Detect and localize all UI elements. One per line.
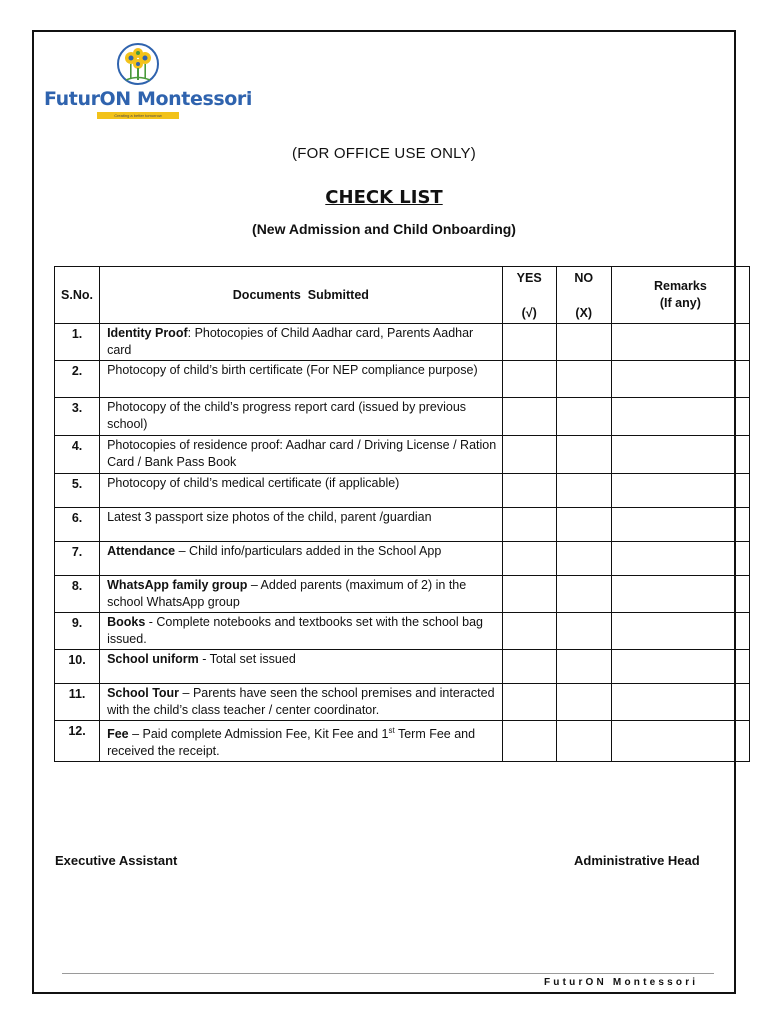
brand-tagline: Creating a better tomorrow bbox=[97, 112, 179, 119]
table-row bbox=[55, 436, 750, 474]
document-description bbox=[100, 324, 503, 361]
yes-cell[interactable] bbox=[502, 361, 556, 398]
signature-executive-assistant: Executive Assistant bbox=[55, 853, 178, 868]
yes-cell[interactable] bbox=[502, 324, 556, 361]
document-text: Photocopy of child’s birth certificate (For NEP compliance purpose) bbox=[107, 363, 478, 377]
table-header-row bbox=[55, 267, 750, 324]
document-text: - Complete notebooks and textbooks set with the school bag issued. bbox=[107, 615, 483, 646]
yes-cell[interactable] bbox=[502, 398, 556, 436]
footer-brand: FuturON Montessori bbox=[544, 977, 699, 988]
signature-administrative-head: Administrative Head bbox=[574, 853, 700, 868]
row-number: 8. bbox=[55, 576, 100, 613]
table-row bbox=[55, 576, 750, 613]
row-number: 9. bbox=[55, 613, 100, 650]
document-label: Attendance bbox=[107, 544, 176, 558]
header-remarks-line1: Remarks bbox=[653, 279, 707, 293]
yes-cell[interactable] bbox=[502, 508, 556, 542]
header-sno: S.No. bbox=[55, 267, 100, 324]
page-subtitle: (New Admission and Child Onboarding) bbox=[252, 221, 516, 237]
brand-logo bbox=[44, 42, 253, 122]
document-description bbox=[100, 684, 503, 721]
brand-name: FuturON Montessori bbox=[44, 88, 253, 110]
no-cell[interactable] bbox=[556, 576, 611, 613]
header-no-label: NO bbox=[574, 271, 594, 285]
document-text: Latest 3 passport size photos of the child, parent /guardian bbox=[107, 510, 432, 524]
document-text: - Total set issued bbox=[198, 652, 296, 666]
document-description bbox=[100, 650, 503, 684]
no-cell[interactable] bbox=[556, 474, 611, 508]
document-description bbox=[100, 508, 503, 542]
remarks-cell[interactable] bbox=[611, 576, 749, 613]
document-text: Photocopies of residence proof: Aadhar card / Driving License / Ration Card / Bank Pass Book bbox=[107, 438, 497, 469]
document-description bbox=[100, 398, 503, 436]
document-text: – Added parents (maximum of 2) in the school WhatsApp group bbox=[107, 578, 467, 609]
header-yes-label: YES bbox=[516, 271, 542, 285]
remarks-cell[interactable] bbox=[611, 542, 749, 576]
remarks-cell[interactable] bbox=[611, 684, 749, 721]
row-number: 10. bbox=[55, 650, 100, 684]
table-row bbox=[55, 398, 750, 436]
page-title: CHECK LIST bbox=[325, 187, 443, 208]
document-label: School uniform bbox=[107, 652, 199, 666]
yes-cell[interactable] bbox=[502, 613, 556, 650]
remarks-cell[interactable] bbox=[611, 436, 749, 474]
document-text: Photocopy of the child’s progress report card (issued by previous school) bbox=[107, 400, 467, 431]
table-row bbox=[55, 613, 750, 650]
document-label: WhatsApp family group bbox=[107, 578, 248, 592]
row-number: 3. bbox=[55, 398, 100, 436]
table-row bbox=[55, 324, 750, 361]
row-number: 1. bbox=[55, 324, 100, 361]
no-cell[interactable] bbox=[556, 721, 611, 762]
header-remarks-line2: (If any) bbox=[659, 296, 701, 310]
yes-cell[interactable] bbox=[502, 721, 556, 762]
office-use-note: (FOR OFFICE USE ONLY) bbox=[292, 145, 476, 162]
remarks-cell[interactable] bbox=[611, 474, 749, 508]
sunflower-tree-icon bbox=[116, 42, 160, 86]
document-description bbox=[100, 474, 503, 508]
header-remarks bbox=[611, 267, 749, 324]
header-no-mark: (X) bbox=[575, 306, 593, 320]
row-number: 6. bbox=[55, 508, 100, 542]
document-text: – Paid complete Admission Fee, Kit Fee and 1 bbox=[128, 727, 389, 742]
no-cell[interactable] bbox=[556, 361, 611, 398]
table-row bbox=[55, 650, 750, 684]
ordinal-suffix: st bbox=[388, 726, 395, 735]
footer-divider bbox=[62, 973, 714, 974]
document-label: Fee bbox=[107, 727, 129, 742]
row-number: 12. bbox=[55, 721, 100, 762]
table-row bbox=[55, 721, 750, 762]
document-text-continued: Term Fee and received the receipt. bbox=[107, 727, 476, 759]
yes-cell[interactable] bbox=[502, 684, 556, 721]
document-description bbox=[100, 721, 503, 762]
no-cell[interactable] bbox=[556, 613, 611, 650]
no-cell[interactable] bbox=[556, 436, 611, 474]
row-number: 11. bbox=[55, 684, 100, 721]
checklist-table bbox=[54, 266, 750, 762]
document-label: Identity Proof bbox=[107, 326, 188, 340]
document-text: Photocopy of child’s medical certificate (if applicable) bbox=[107, 476, 400, 490]
yes-cell[interactable] bbox=[502, 542, 556, 576]
remarks-cell[interactable] bbox=[611, 361, 749, 398]
yes-cell[interactable] bbox=[502, 436, 556, 474]
no-cell[interactable] bbox=[556, 684, 611, 721]
yes-cell[interactable] bbox=[502, 474, 556, 508]
no-cell[interactable] bbox=[556, 542, 611, 576]
document-label: School Tour bbox=[107, 686, 180, 700]
document-text: – Parents have seen the school premises and interacted with the child’s class teacher / center coordinator. bbox=[107, 686, 495, 717]
remarks-cell[interactable] bbox=[611, 324, 749, 361]
header-no bbox=[556, 267, 611, 324]
row-number: 2. bbox=[55, 361, 100, 398]
no-cell[interactable] bbox=[556, 398, 611, 436]
yes-cell[interactable] bbox=[502, 650, 556, 684]
document-description bbox=[100, 436, 503, 474]
document-text: – Child info/particulars added in the School App bbox=[175, 544, 442, 558]
document-description bbox=[100, 613, 503, 650]
document-description bbox=[100, 542, 503, 576]
table-row bbox=[55, 474, 750, 508]
table-row bbox=[55, 684, 750, 721]
remarks-cell[interactable] bbox=[611, 721, 749, 762]
table-row bbox=[55, 508, 750, 542]
yes-cell[interactable] bbox=[502, 576, 556, 613]
remarks-cell[interactable] bbox=[611, 613, 749, 650]
checklist-rows bbox=[55, 324, 750, 762]
header-documents: Documents Submitted bbox=[100, 267, 503, 324]
row-number: 4. bbox=[55, 436, 100, 474]
remarks-cell[interactable] bbox=[611, 508, 749, 542]
table-row bbox=[55, 542, 750, 576]
remarks-cell[interactable] bbox=[611, 398, 749, 436]
no-cell[interactable] bbox=[556, 324, 611, 361]
remarks-cell[interactable] bbox=[611, 650, 749, 684]
document-description bbox=[100, 361, 503, 398]
no-cell[interactable] bbox=[556, 650, 611, 684]
row-number: 5. bbox=[55, 474, 100, 508]
header-yes-mark: (√) bbox=[521, 306, 537, 320]
no-cell[interactable] bbox=[556, 508, 611, 542]
table-row bbox=[55, 361, 750, 398]
document-label: Books bbox=[107, 615, 146, 629]
header-yes bbox=[502, 267, 556, 324]
document-text: : Photocopies of Child Aadhar card, Parents Aadhar card bbox=[107, 326, 474, 357]
document-description bbox=[100, 576, 503, 613]
row-number: 7. bbox=[55, 542, 100, 576]
